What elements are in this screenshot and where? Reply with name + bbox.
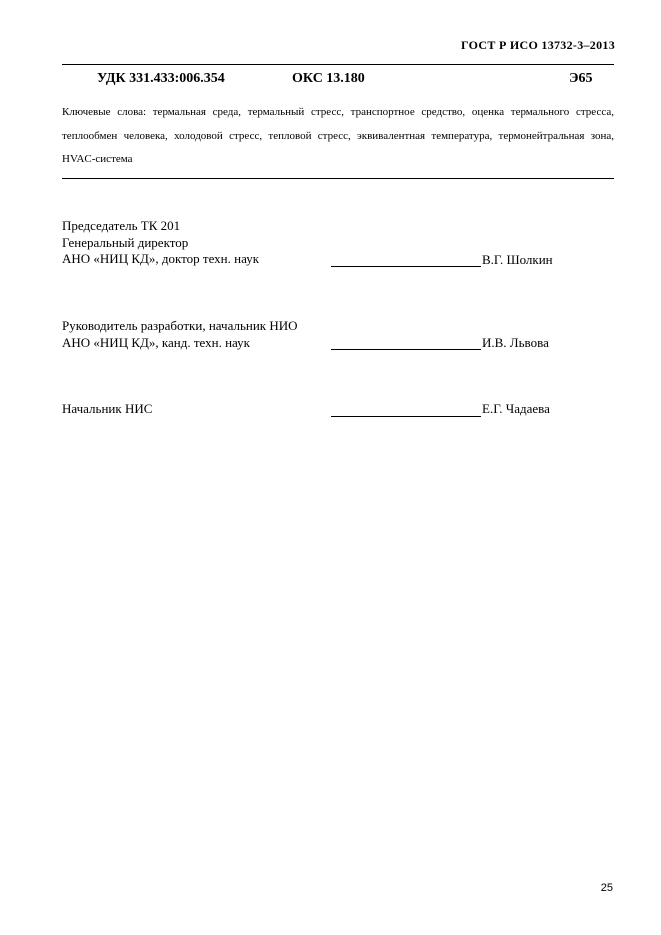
signature-line-text: Начальник НИС	[62, 401, 153, 416]
signature-block-nis	[62, 401, 152, 418]
signatory-name: Е.Г. Чадаева	[482, 401, 550, 416]
signature-block-lead	[62, 318, 298, 351]
signature-line-text: Генеральный директор	[62, 234, 189, 250]
udk-code: УДК 331.433:006.354	[97, 71, 225, 86]
classification-code: Э65	[569, 71, 593, 86]
signature-line-text: Председатель ТК 201	[62, 218, 181, 233]
signatory-name: И.В. Львова	[482, 335, 549, 350]
page-number: 25	[600, 882, 613, 894]
signature-underline	[331, 416, 481, 417]
signature-line-text: Руководитель разработки, начальник НИО	[62, 318, 298, 333]
signature-line-text: АНО «НИЦ КД», доктор техн. наук	[62, 251, 260, 266]
oks-code: ОКС 13.180	[292, 71, 365, 86]
signature-underline	[331, 266, 481, 267]
signature-line-text: АНО «НИЦ КД», канд. техн. наук	[62, 334, 250, 350]
signature-block-chairman	[62, 218, 259, 268]
top-divider	[62, 64, 614, 65]
signature-underline	[331, 349, 481, 350]
signatory-name: В.Г. Шолкин	[482, 252, 553, 267]
bottom-divider	[62, 178, 614, 179]
keywords-paragraph: Ключевые слова: термальная среда, термальный стресс, транспортное средство, оценка термального стресса, теплообмен человека, холодовой стресс, тепловой стресс, эквивалентная температура, термонейтральная зона, HVAC-система	[62, 106, 614, 165]
standard-code: ГОСТ Р ИСО 13732-3–2013	[460, 38, 615, 52]
